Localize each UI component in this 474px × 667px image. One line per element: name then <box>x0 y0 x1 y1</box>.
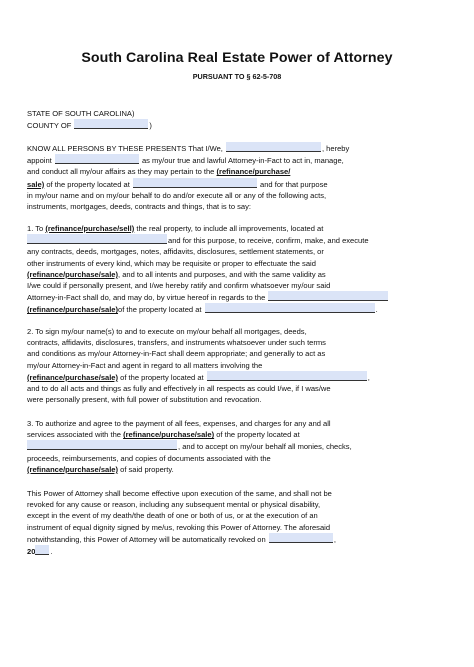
p2-line-1: 2. To sign my/our name(s) to and to execute on my/our behalf all mortgages, deeds, <box>27 327 307 336</box>
year-prefix: 20 <box>27 547 36 557</box>
county-line <box>27 119 447 131</box>
closing-text: . <box>50 547 53 557</box>
p1-line-5 <box>27 269 447 280</box>
transaction-type-label: (refinance/purchase/sale) <box>27 464 119 474</box>
county-field[interactable] <box>74 119 148 129</box>
p3-property-address-field[interactable] <box>27 440 177 450</box>
p2-line-6: and to do all acts and things as fully and effectively in all respects as could I/we, if I was/we <box>27 384 331 394</box>
p1-line-2 <box>27 234 447 246</box>
closing-text: notwithstanding, this Power of Attorney will be automatically revoked on <box>27 534 266 544</box>
intro-text: appoint <box>27 156 52 166</box>
p1-text: . <box>375 305 378 315</box>
attorney-name-field[interactable] <box>55 154 139 164</box>
intro-text: of the property located at <box>46 179 130 189</box>
p3-line-2 <box>27 429 447 440</box>
transaction-type-label: sale) <box>27 179 45 189</box>
intro-line-2 <box>27 154 447 166</box>
transaction-type-label: (refinance/purchase/sell) <box>45 224 135 233</box>
principal-name-field[interactable] <box>226 142 321 152</box>
intro-text: KNOW ALL PERSONS BY THESE PRESENTS That I/We, <box>27 144 223 153</box>
p3-line-5 <box>27 464 447 475</box>
p3-text: of the property located at <box>216 430 300 440</box>
p1-line-6: I/we could if personally present, and I/we hereby ratify and confirm whatsoever my/our said <box>27 281 331 291</box>
document-subtitle: PURSUANT TO § 62-5-708 <box>192 72 282 81</box>
county-close: ) <box>149 121 152 131</box>
p3-line-4: proceeds, reimbursements, and copies of documents associated with the <box>27 453 271 463</box>
paragraph-1 <box>27 223 447 316</box>
p3-text: , and to accept on my/our behalf all monies, checks, <box>178 442 352 452</box>
closing-line-3: except in the event of my death/the death of one or both of us, or at the execution of an <box>27 511 318 521</box>
p1-text: , and to all intents and purposes, and with the same validity as <box>118 269 326 279</box>
intro-text: as my/our true and lawful Attorney-in-Fact to act in, manage, <box>141 156 344 166</box>
intro-text: , hereby <box>321 144 350 153</box>
p2-line-5 <box>27 371 447 383</box>
transaction-type-label: (refinance/purchase/sale) <box>27 372 119 382</box>
p2-property-address-field[interactable] <box>207 371 367 381</box>
closing-paragraph <box>27 488 447 557</box>
p1-property-address-field[interactable] <box>205 303 375 313</box>
p2-line-7: were personally present, with full power of substitution and revocation. <box>27 395 262 405</box>
closing-line-2: revoked for any cause or reason, including any subsequent mental or physical disability, <box>27 500 321 510</box>
p1-property-field[interactable] <box>268 291 388 301</box>
property-address-field[interactable] <box>133 178 257 188</box>
intro-line-3 <box>27 166 447 177</box>
transaction-type-label: (refinance/purchase/ <box>216 167 291 177</box>
p3-line-1: 3. To authorize and agree to the payment of all fees, expenses, and charges for any and all <box>27 419 331 428</box>
p2-line-4: my/our Attorney-in-Fact and agent in regard to all matters involving the <box>27 360 263 370</box>
p3-text: of said property. <box>120 464 174 474</box>
intro-line-4 <box>27 178 447 190</box>
p1-text: Attorney-in-Fact shall do, and may do, by virtue hereof in regards to the <box>27 293 266 303</box>
property-location-field[interactable] <box>27 234 167 244</box>
p1-line-8 <box>27 303 447 315</box>
venue-block <box>27 108 447 131</box>
intro-line-6: instruments, mortgages, deeds, contracts and things, that is to say: <box>27 202 252 212</box>
intro-line-1 <box>27 142 447 154</box>
p1-line-3: any contracts, deeds, mortgages, notes, affidavits, disclosures, settlement statements, or <box>27 247 324 257</box>
intro-text: and for that purpose <box>260 179 328 189</box>
p2-line-2: contracts, affidavits, disclosures, transfers, and instruments whatsoever under such terms <box>27 338 326 348</box>
p1-text: the real property, to include all improvements, located at <box>136 224 324 233</box>
p2-line-3: and conditions as my/our Attorney-in-Fact shall deem appropriate; and generally to act as <box>27 349 326 359</box>
closing-line-5 <box>27 533 447 545</box>
p1-line-7 <box>27 291 447 303</box>
p1-text: of the property located at <box>118 305 202 315</box>
paragraph-3 <box>27 418 447 475</box>
p2-text: of the property located at <box>120 372 204 382</box>
p1-text: and for this purpose, to receive, confirm, make, and execute <box>168 236 369 246</box>
intro-paragraph <box>27 142 447 212</box>
county-label: COUNTY OF <box>27 121 72 131</box>
closing-line-4: instrument of equal dignity signed by me/us, revoking this Power of Attorney. The aforesaid <box>27 522 331 532</box>
closing-line-6 <box>27 545 447 557</box>
revocation-date-field[interactable] <box>269 533 333 543</box>
paragraph-2 <box>27 326 447 405</box>
state-line: STATE OF SOUTH CAROLINA) <box>27 109 135 118</box>
p1-text: 1. To <box>27 224 44 233</box>
document-title: South Carolina Real Estate Power of Attorney <box>81 50 393 66</box>
intro-text: and conduct all my/our affairs as they may pertain to the <box>27 167 215 177</box>
p3-text: services associated with the <box>27 430 121 440</box>
revocation-year-field[interactable] <box>35 545 49 555</box>
p1-line-4: other instruments of every kind, which may be requisite or proper to effectuate the said <box>27 258 316 268</box>
transaction-type-label: (refinance/purchase/sale) <box>27 305 119 315</box>
p3-line-3 <box>27 440 447 452</box>
closing-line-1: This Power of Attorney shall become effective upon execution of the same, and shall not be <box>27 489 332 498</box>
transaction-type-label: (refinance/purchase/sale) <box>27 269 119 279</box>
closing-text: , <box>333 534 336 544</box>
p1-line-1 <box>27 223 447 234</box>
p2-text: , <box>367 372 370 382</box>
transaction-type-label: (refinance/purchase/sale) <box>123 430 215 440</box>
intro-line-5: in my/our name and on my/our behalf to do and/or execute all or any of the following acts, <box>27 190 327 200</box>
